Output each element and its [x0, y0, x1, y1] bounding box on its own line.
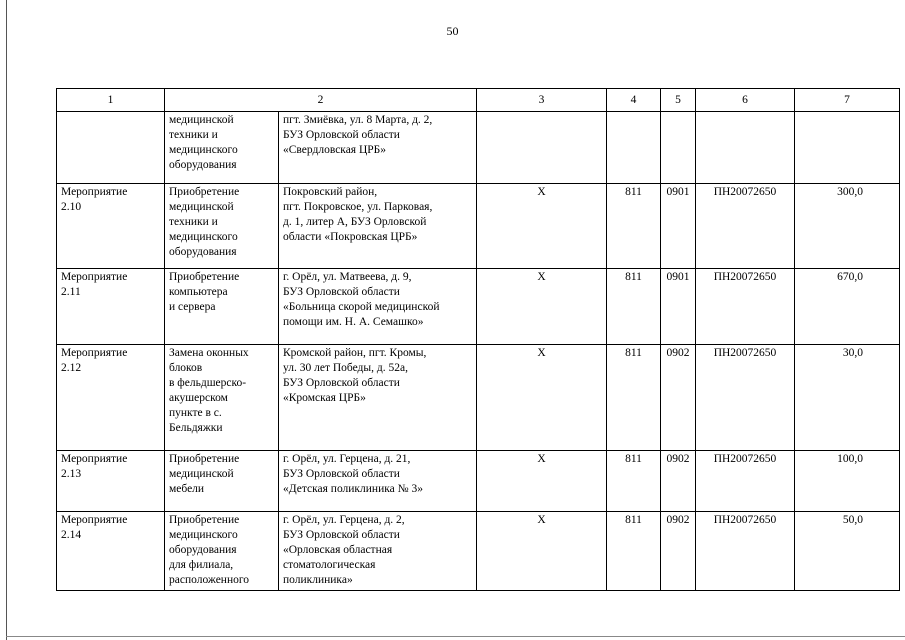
purpose-cell: медицинской техники и медицинского оборудования [165, 112, 279, 184]
mark-cell: Х [477, 184, 607, 269]
code-cell: 811 [607, 184, 661, 269]
event-cell [57, 112, 165, 184]
target-cell: ПН20072650 [696, 269, 795, 345]
purpose-cell: Приобретение медицинского оборудования для филиала, расположенного [165, 512, 279, 591]
event-cell: Мероприятие 2.10 [57, 184, 165, 269]
target-cell: ПН20072650 [696, 345, 795, 451]
address-cell: Кромской район, пгт. Кромы, ул. 30 лет Победы, д. 52а, БУЗ Орловской области «Кромская ЦРБ» [279, 345, 477, 451]
purpose-cell: Приобретение медицинской мебели [165, 451, 279, 512]
address-cell: г. Орёл, ул. Матвеева, д. 9, БУЗ Орловской области «Больница скорой медицинской помощи им. Н. А. Семашко» [279, 269, 477, 345]
code-cell [607, 112, 661, 184]
section-cell: 0902 [661, 512, 696, 591]
address-cell: пгт. Змиёвка, ул. 8 Марта, д. 2, БУЗ Орловской области «Свердловская ЦРБ» [279, 112, 477, 184]
mark-cell [477, 112, 607, 184]
header-cell-5: 5 [661, 89, 696, 112]
table-row [57, 345, 900, 451]
section-cell [661, 112, 696, 184]
mark-cell: Х [477, 512, 607, 591]
target-cell [696, 112, 795, 184]
header-cell-1: 1 [57, 89, 165, 112]
code-cell: 811 [607, 512, 661, 591]
amount-cell [795, 112, 900, 184]
amount-cell: 50,0 [795, 512, 900, 591]
page-bottom-edge [6, 636, 905, 637]
table-row [57, 112, 900, 184]
mark-cell: Х [477, 345, 607, 451]
amount-cell: 300,0 [795, 184, 900, 269]
table-row [57, 451, 900, 512]
table-header-row [57, 89, 900, 112]
event-cell: Мероприятие 2.12 [57, 345, 165, 451]
amount-cell: 100,0 [795, 451, 900, 512]
code-cell: 811 [607, 451, 661, 512]
code-cell: 811 [607, 269, 661, 345]
amount-cell: 670,0 [795, 269, 900, 345]
event-cell: Мероприятие 2.14 [57, 512, 165, 591]
address-cell: г. Орёл, ул. Герцена, д. 2, БУЗ Орловской области «Орловская областная стоматологическая поликлиника» [279, 512, 477, 591]
header-cell-3: 3 [477, 89, 607, 112]
address-cell: Покровский район, пгт. Покровское, ул. Парковая, д. 1, литер А, БУЗ Орловской области «Покровская ЦРБ» [279, 184, 477, 269]
header-cell-2: 2 [165, 89, 477, 112]
header-cell-7: 7 [795, 89, 900, 112]
amount-cell: 30,0 [795, 345, 900, 451]
table-row [57, 184, 900, 269]
event-cell: Мероприятие 2.11 [57, 269, 165, 345]
page-left-edge [6, 0, 7, 640]
section-cell: 0901 [661, 184, 696, 269]
section-cell: 0902 [661, 345, 696, 451]
target-cell: ПН20072650 [696, 512, 795, 591]
address-cell: г. Орёл, ул. Герцена, д. 21, БУЗ Орловской области «Детская поликлиника № 3» [279, 451, 477, 512]
page-number: 50 [446, 24, 459, 38]
purpose-cell: Замена оконных блоков в фельдшерско- акушерском пункте в с. Бельдяжки [165, 345, 279, 451]
budget-table [56, 88, 900, 591]
header-cell-4: 4 [607, 89, 661, 112]
purpose-cell: Приобретение медицинской техники и медицинского оборудования [165, 184, 279, 269]
purpose-cell: Приобретение компьютера и сервера [165, 269, 279, 345]
section-cell: 0902 [661, 451, 696, 512]
table-row [57, 512, 900, 591]
mark-cell: Х [477, 451, 607, 512]
target-cell: ПН20072650 [696, 451, 795, 512]
section-cell: 0901 [661, 269, 696, 345]
header-cell-6: 6 [696, 89, 795, 112]
code-cell: 811 [607, 345, 661, 451]
event-cell: Мероприятие 2.13 [57, 451, 165, 512]
table-row [57, 269, 900, 345]
mark-cell: Х [477, 269, 607, 345]
target-cell: ПН20072650 [696, 184, 795, 269]
